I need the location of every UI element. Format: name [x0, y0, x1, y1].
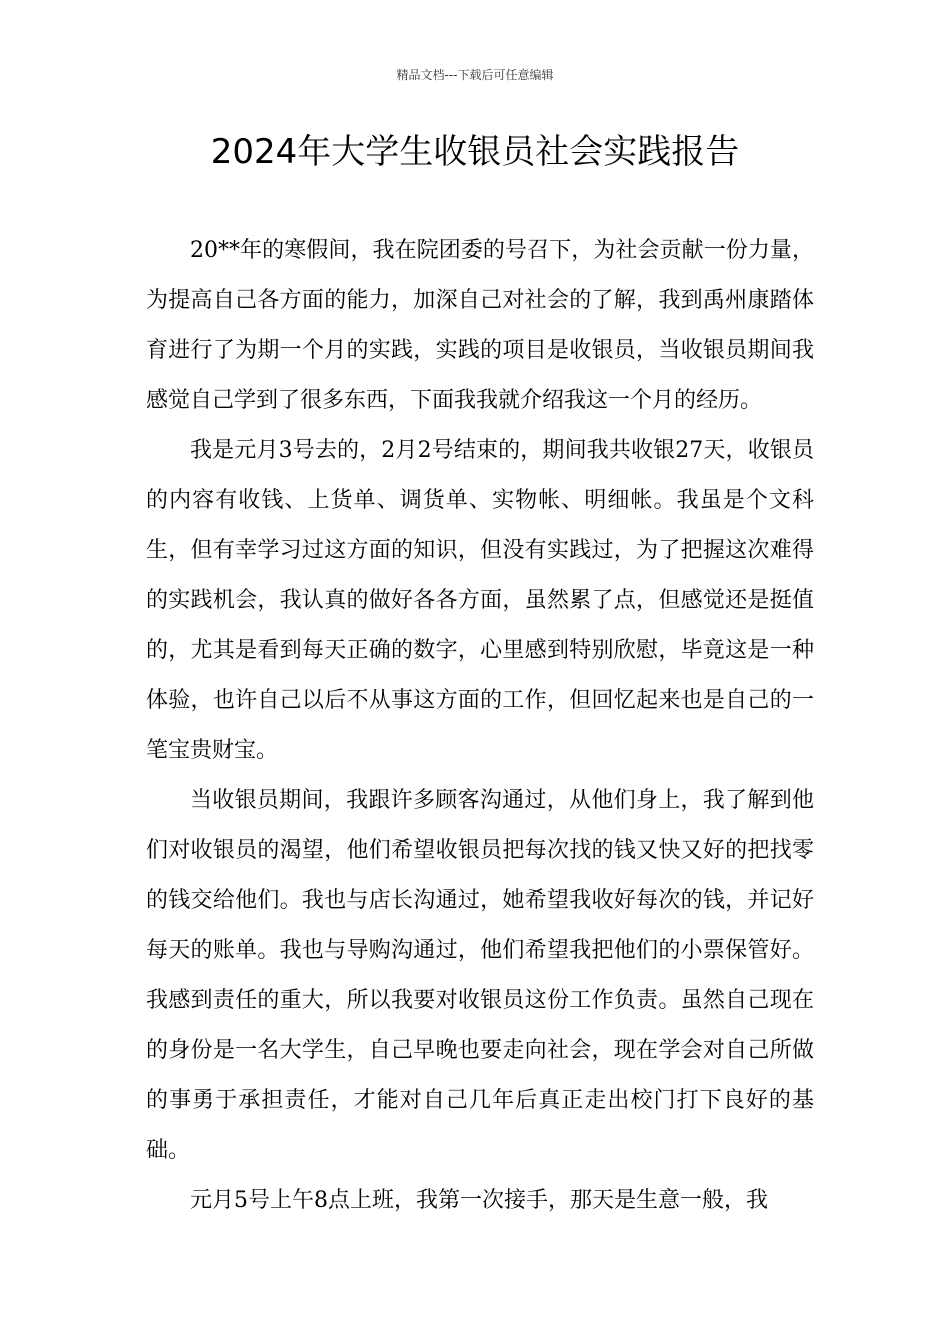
paragraph: 20**年的寒假间，我在院团委的号召下，为社会贡献一份力量，为提高自己各方面的能力，加深自己对社会的了解，我到禹州康踏体育进行了为期一个月的实践，实践的项目是收银员，当收银员期间我感觉自己学到了很多东西，下面我我就介绍我这一个月的经历。 — [146, 238, 814, 413]
document-title: 2024年大学生收银员社会实践报告 — [210, 132, 740, 172]
paragraph: 我是元月3号去的，2月2号结束的，期间我共收银27天，收银员的内容有收钱、上货单、调货单、实物帐、明细帐。我虽是个文科生，但有幸学习过这方面的知识，但没有实践过，为了把握这次难得的实践机会，我认真的做好各各方面，虽然累了点，但感觉还是挺值的，尤其是看到每天正确的数字，心里感到特别欣慰，毕竟这是一种体验，也许自己以后不从事这方面的工作，但回忆起来也是自己的一笔宝贵财宝。 — [146, 438, 814, 763]
paragraph: 元月5号上午8点上班，我第一次接手，那天是生意一般，我 — [190, 1188, 768, 1213]
document-body — [146, 226, 814, 1226]
paragraph: 当收银员期间，我跟许多顾客沟通过，从他们身上，我了解到他们对收银员的渴望，他们希望收银员把每次找的钱又快又好的把找零的钱交给他们。我也与店长沟通过，她希望我收好每次的钱，并记好每天的账单。我也与导购沟通过，他们希望我把他们的小票保管好。我感到责任的重大，所以我要对收银员这份工作负责。虽然自己现在的身份是一名大学生，自己早晚也要走向社会，现在学会对自己所做的事勇于承担责任，才能对自己几年后真正走出校门打下良好的基础。 — [146, 788, 814, 1163]
page-header: 精品文档---下载后可任意编辑 — [396, 68, 554, 82]
